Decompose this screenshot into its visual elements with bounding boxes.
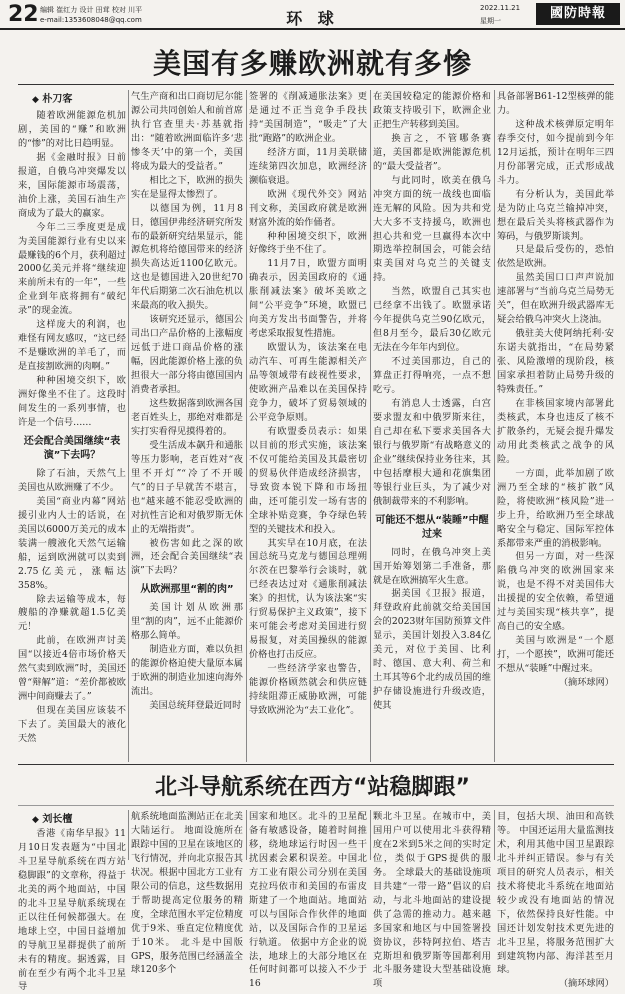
paragraph: 经济方面，11月美联储连续第四次加息，欧洲经济濒临衰退。 [249,146,367,186]
article1-column-3 [249,90,367,762]
paragraph: 签署的《削减通胀法案》更是通过不正当竞争手段扶持“美国制造”，“吸走”了大批“跑路”的欧洲企业。 [249,91,367,144]
paragraph: 同时，在俄乌冲突上美国开始筹划第二手准备，那就是在欧洲搞军火生意。 [373,546,491,586]
paragraph: 除去运输等成本，每艘船的净赚就超1.5亿美元！ [18,593,126,633]
column-divider [494,810,495,860]
article2-column-5 [497,810,614,990]
paragraph: 有欧盟委员表示：如果以目前的形式实施，该法案不仅可能给美国及其最密切的贸易伙伴造成经济损害，导致资本锐下降和市场扭曲，还可能引发一场有害的全球补贴竞赛，争夺绿色转型的关键技术和投入。 [249,425,367,535]
paragraph: 虽然美国口口声声说加速部署与“当前乌克兰局势无关”，但在欧洲升级武器库无疑会给俄乌冲突火上浇油。 [497,272,614,326]
paragraph: 这些数据落到欧洲各国老百姓头上，那绝对难都是实打实看得见摸得着的。 [131,397,243,437]
paragraph: 受生活成本飙升和通胀等压力影响，老百姓对“夜里不开灯”“冷了不开暖气”的日子早就苦不堪言，也“越来越不能忍受欧洲的对抗性言论和对俄罗斯无休止的无端指责”。 [131,439,243,535]
article2-column-4 [373,810,491,990]
paragraph: 该研究还显示，德国公司出口产品价格的上涨幅度远低于进口商品价格的涨幅，因此能源价格上涨的负担很大一部分将由德国国内消费者承担。 [131,314,243,396]
section-rule [18,764,614,765]
issue-weekday: 星期一 [480,17,501,25]
paragraph: 一方面，此举加剧了欧洲乃至全球的“核扩散”风险，将使欧洲“核风险”进一步上升，给欧洲乃至全球战略安全与稳定、国际军控体系都带来严重的消极影响。 [497,467,614,549]
second-headline: 北斗导航系统在西方“站稳脚跟” [155,775,470,800]
paragraph: 目，包括大坝、油田和高铁等。 中国还运用大量监测技术，利用其他中国卫星跟踪北斗并纠正错误。参与有关项目的研究人员表示，相关技术将使北斗系统在地面站较少或没有地面站的情况下，依然保持良好性能。中国还计划发射技术更先进的北斗卫星，将服务范围扩大到建筑物内部、海洋甚至月球。 [497,811,614,976]
paragraph: 有消息人士透露，白宫要求盟友和中俄罗斯来往，自己却在私下要求美国各大银行与俄罗斯“有战略意义的企业”继续保持业务往来，其中包括摩根大通和花旗集团等银行业巨头，为了减少对俄制裁带来的不利影响。 [373,397,491,507]
paragraph: 不过美国那边，自己的算盘正打得响亮，一点不想吃亏。 [373,356,491,396]
headline-rule [18,805,614,806]
paragraph: 在非核国家境内部署此类核武，本身也违反了核不扩散条约，无疑会提升爆发动用此类核武之战争的风险。 [497,397,614,465]
article2-byline [32,810,126,825]
issue-date: 2022.11.21 [480,4,521,12]
paragraph: 种种困境交织下，欧洲好像坐不住了。这段时间发生的一系列事情，也许是一个信号…… [18,375,126,428]
editor-credits: 编辑 崔红力 设计 田茸 校对 川平 [40,6,143,14]
paragraph: 除了石油，天然气上美国也从欧洲赚了不少。 [18,467,126,493]
section-title: 环 球 [286,9,339,28]
paragraph: 此前，在欧洲声讨美国“以接近4倍市场价格天然气卖到欧洲”时，美国还曾“辩解”道：“差价都被欧洲中间商赚去了。” [18,635,126,703]
paragraph: 相比之下，欧洲的损失实在是显得太惨烈了。 [131,174,243,200]
column-divider [370,90,371,762]
paragraph: 香港《南华早报》11月10日发表题为“中国北斗卫星导航系统在西方站稳脚跟”的文章称，得益于北美的两个地面站，中国的北斗卫星导航系统现在正以往任何候都强大。在地球上空，中国日益增加的导航卫星群提供了前所未有的精度。据透露，目前在至少有两个北斗卫星导 [18,828,126,993]
newspaper-logo: 國防時報 [536,3,620,25]
page-number: 22 [8,2,39,27]
article2-column-2 [131,810,243,976]
paragraph: 种种困境交织下，欧洲好像终于坐不住了。 [249,230,367,256]
paragraph: 美国“商业内幕”网站援引业内人士的话说，在美国以6000万美元的成本装满一艘液化天然气运输船，运到欧洲就可以卖到2.75亿美元，涨幅达358%。 [18,495,126,591]
article2-column-3 [249,810,367,990]
paragraph: 美国与欧洲是“一个愿打，一个愿挨”，欧洲可能还不想从“装睡”中醒过来。 [497,635,614,675]
paragraph: 但现在美国应该装不下去了。美国最大的液化天然 [18,705,126,745]
paragraph: 美国计划从欧洲那里“割的肉”，远不止能源价格那么简单。 [131,602,243,642]
paragraph: 国家和地区。北斗的卫星配备有敏感设备，随着时间推移，绕地球运行时因一些干扰因素会累积误差。中国北方工业有限公司分别在美国克拉玛依市和美国的布雷皮斯建了一个地面站。地面站可以与国际合作伙伴的地面站，以及国际合作的卫星运行轨道。 依据中方企业的说法，地球上的大部分地区在任何时间都可以接入不少于16 [249,811,367,990]
paragraph: 有分析认为，美国此举是为防止乌克兰输掉冲突，想在最后关头将核武器作为筹码，与俄罗斯谈判。 [497,188,614,242]
article1-column-1 [18,90,126,762]
article1-author: 朴刀客 [42,94,73,105]
paragraph: 一些经济学家也警告，能源价格顾然就会和供应链持续阻滞正威胁欧洲，可能导致欧洲沦为“去工业化”。 [249,663,367,716]
paragraph: 与此同时，欧美在俄乌冲突方面的统一战线也面临连无解的风险。因为共和党大大多不支持援乌，欧洲也担心共和党一旦赢得本次中期选举控制国会，可能会结束美国对乌克兰的关键支持。 [373,174,491,284]
paragraph: 俄驻美大使阿纳托利·安东诺夫就指出，“在局势紧张、风险激增的现阶段，核国家承担着防止局势升级的特殊责任。” [497,328,614,396]
column-divider [128,90,129,762]
paragraph: 据《金融时报》日前报道，自俄乌冲突爆发以来，国际能源市场震荡，油价上涨，美国石油生产商成为了最大的赢家。 [18,151,126,219]
subheading: 可能还不想从“装睡”中醒过来 [375,514,489,540]
paragraph: 航系统地面监测站正在北美大陆运行。 地面设施所在跟踪中国的卫星在该地区的飞行情况，并向北京报告其状况。根据中国北方工业有限公司的信息，这些数据用于帮助提高定位服务的精度，全球范围水平定位精度优于9米、垂直定位精度优于10米。 北斗是中国版GPS，服务范围已经涵盖全球120多个 [131,811,243,976]
paragraph: 但另一方面，对一些深陷俄乌冲突的欧洲国家来说，也是不得不对美国伟大出援提的安全依赖，希望通过与美国实现“核共享”，提高自己的安全感。 [497,551,614,633]
diamond-icon: ◆ [32,815,39,825]
article1-source: （摘环球网） [558,677,614,689]
paragraph: 换言之，不管哪条赛道，美国都是欧洲能源危机的“最大受益者”。 [373,132,491,172]
paragraph: 颗北斗卫星。在城市中，美国用户可以使用北斗获得精度在2米到5米之间的实时定位，类似于GPS提供的服务。 全球最大的基础设施项目共建“一带一路”倡议的启动，与北斗地面站的建设提供了急需的推动力。越来越多国家和地区与中国签署投资协议，莎特阿拉伯、塔吉克斯坦和俄罗斯等国都利用北斗服务建设大型基础设施项 [373,811,491,990]
paragraph: 11月7日，欧盟方面明确表示，因美国政府的《通胀削减法案》破坏美欧之间“公平竞争”环境，欧盟已向美方发出书面警告，并将考虑采取报复性措施。 [249,258,367,340]
page-header [0,0,625,30]
paragraph: 具备部署B61-12型核弹的能力。 [497,91,614,116]
article1-column-2 [131,90,243,762]
paragraph: 今年二三季度更是成为美国能源行业有史以来最赚钱的6个月，获利超过2000亿美元并将“继续迎来前所未有的一年”，一些企业到年底将拥有“破纪录”的现金流。 [18,221,126,317]
paragraph: 随着欧洲能源危机加剧，美国的“赚”和欧洲的“惨”的对比日趋明显。 [18,110,126,149]
paragraph: 这种战术核弹原定明年春季交付，如今提前到今年12月运抵，预计在明年三四月份部署完成，正式形成战斗力。 [497,118,614,186]
paragraph: 美国总统拜登最近同时 [149,700,242,712]
paragraph: 在美国较稳定的能源价格和政策支持吸引下，欧洲企业正把生产转移到美国。 [373,91,491,130]
column-divider [246,810,247,860]
column-divider [370,810,371,860]
paragraph: 被伤害如此之深的欧洲，还会配合美国继续“表演”下去吗？ [131,537,243,577]
paragraph: 欧洲《现代外交》网站刊文称，美国政府就是欧洲财富外流的始作俑者。 [249,188,367,228]
article1-byline [32,90,126,105]
article2-author: 刘长檀 [42,814,73,825]
paragraph: 气生产商和出口商切尼尔能源公司共同创始人和前首席执行官查里夫·苏基就指出：“随着欧洲面临许多‘悲惨冬天’中的第一个，美国将成为最大的受益者。” [131,91,243,172]
column-divider [246,90,247,762]
diamond-icon: ◆ [32,95,39,105]
paragraph: 据美国《卫报》报道，拜登政府此前就交给美国国会的2023财年国防预算文件显示，美国计划投入3.84亿美元，对位于美国、比利时、德国、意大利、荷兰和土耳其等6个北约成员国的维护存储设施进行升级改造，使其 [373,588,491,712]
paragraph: 只是最后受伤的，恐怕依然是欧洲。 [497,244,614,270]
paragraph: 制造业方面，难以负担的能源价格迫使大量原本属于欧洲的制造业加速向海外流出。 [131,644,243,698]
main-headline: 美国有多赚欧洲就有多惨 [152,47,472,80]
subheading: 从欧洲那里“割的肉” [140,584,234,596]
column-divider [494,90,495,762]
subheading: 还会配合美国继续“表演”下去吗？ [23,435,121,461]
editor-email: e-mail:1353608048@qq.com [40,16,142,24]
paragraph: 其实早在10月底，在法国总统马克龙与德国总理朔尔茨在巴黎举行会谈时，就已经表达过对《通胀削减法案》的担忧，认为该法案“实行贸易保护主义政策”，接下来可能会考虑对美国进行贸易报复，对美国操纵的能源价格也打击反应。 [249,537,367,661]
article2-source: （摘环球网） [558,978,614,990]
article1-column-5 [497,90,614,762]
paragraph: 当然，欧盟自己其实也已经拿不出钱了。欧盟承诺今年提供乌克兰90亿欧元，但8月至今，最后30亿欧元无法在今年年内到位。 [373,286,491,354]
headline-rule [18,84,614,85]
paragraph: 欧盟认为，该法案在电动汽车、可再生能源相关产品等领域带有歧视性要求，使欧洲产品难以在美国保持竞争力，破坏了贸易领域的公平竞争原则。 [249,342,367,423]
paragraph: 这样庞大的利润，也难怪有网友感叹，“这已经不是赚欧洲的羊毛了，而是直接割欧洲的肉啊。” [18,319,126,373]
paragraph: 以德国为例，11月8日，德国伊弗经济研究所发布的最新研究结果显示，能源危机将给德国带来的经济损失高达近1100亿欧元。这也是德国进入20世纪70年代后期第二次石油危机以来最高的收入损失。 [131,202,243,312]
column-divider [128,810,129,860]
article2-column-1 [18,810,126,993]
article1-column-4 [373,90,491,762]
